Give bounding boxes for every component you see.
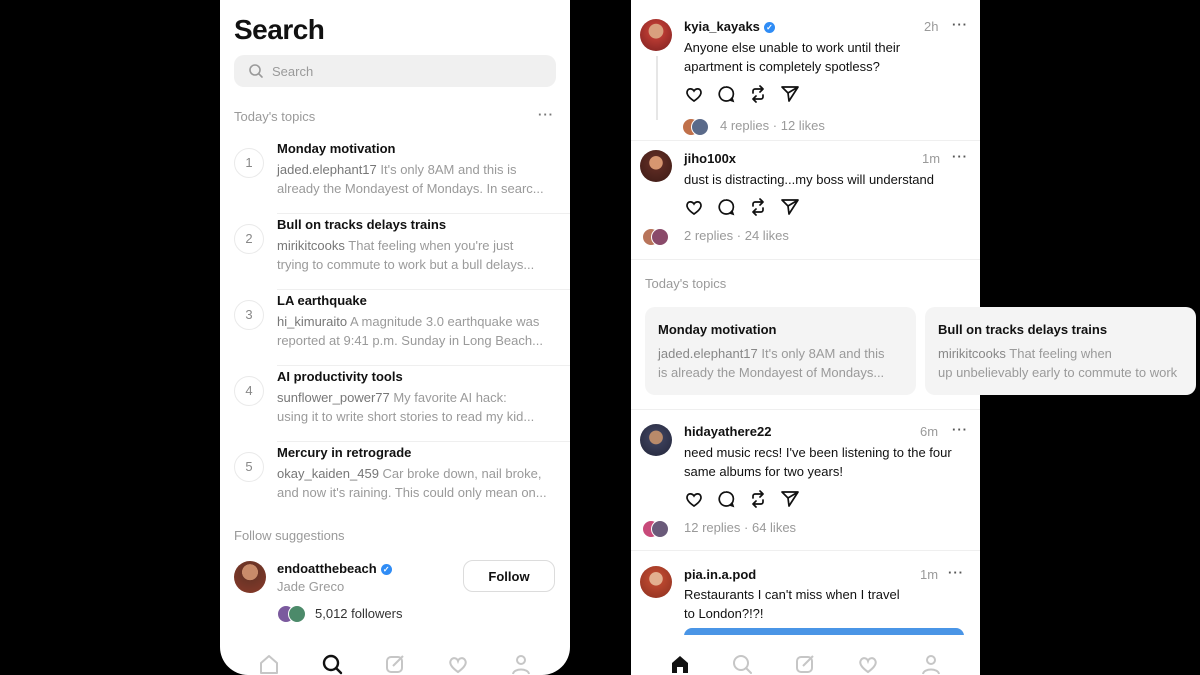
divider bbox=[631, 259, 980, 260]
topic-card[interactable] bbox=[925, 307, 1196, 395]
topic-snippet: mirikitcooks That feeling when up unbelievably early to commute to work bbox=[938, 346, 1178, 380]
replies-count[interactable]: 4 replies bbox=[720, 118, 770, 133]
search-icon[interactable] bbox=[321, 653, 343, 675]
post-username[interactable]: jiho100x bbox=[684, 151, 737, 166]
repost-icon[interactable] bbox=[748, 84, 768, 104]
topic-rank: 5 bbox=[234, 452, 264, 482]
more-options-button[interactable]: ··· bbox=[952, 149, 968, 164]
topic-author[interactable]: mirikitcooks bbox=[277, 238, 345, 253]
topic-author[interactable]: sunflower_power77 bbox=[277, 390, 390, 405]
topic-item[interactable] bbox=[220, 138, 570, 214]
follower-avatars bbox=[277, 605, 305, 623]
topic-snippet: sunflower_power77 My favorite AI hack: using it to write short stories to read my kid... bbox=[277, 390, 535, 424]
likes-count[interactable]: 12 likes bbox=[780, 118, 825, 133]
topic-title: Monday motivation bbox=[658, 322, 777, 337]
suggested-username[interactable]: endoatthebeach ✓ bbox=[277, 561, 392, 576]
replies-count[interactable]: 12 replies bbox=[684, 520, 741, 535]
comment-icon[interactable] bbox=[716, 84, 736, 104]
post-username[interactable]: hidayathere22 bbox=[684, 424, 772, 439]
search-screen bbox=[220, 0, 570, 675]
topic-rank: 2 bbox=[234, 224, 264, 254]
home-icon[interactable] bbox=[258, 653, 280, 675]
topic-title: LA earthquake bbox=[277, 293, 367, 308]
topic-snippet: mirikitcooks That feeling when you're just trying to commute to work but a bull delays... bbox=[277, 238, 535, 272]
avatar[interactable] bbox=[640, 19, 672, 51]
topic-rank: 4 bbox=[234, 376, 264, 406]
reply-avatars bbox=[642, 520, 670, 538]
topic-snippet: okay_kaiden_459 Car broke down, nail broke, and now it's raining. This could only mean on... bbox=[277, 466, 547, 500]
compose-icon[interactable] bbox=[384, 653, 406, 675]
todays-topics-label: Today's topics bbox=[234, 109, 316, 124]
post-time: 1m bbox=[920, 567, 939, 582]
topic-title: Monday motivation bbox=[277, 141, 396, 156]
repost-icon[interactable] bbox=[748, 197, 768, 217]
search-placeholder: Search bbox=[272, 64, 314, 79]
comment-icon[interactable] bbox=[716, 197, 736, 217]
verified-badge-icon: ✓ bbox=[381, 564, 392, 575]
topic-rank: 3 bbox=[234, 300, 264, 330]
post-stats: 12 replies · 64 likes bbox=[684, 520, 797, 535]
post-stats: 2 replies · 24 likes bbox=[684, 228, 789, 243]
follow-suggestions-label: Follow suggestions bbox=[234, 528, 345, 543]
bottom-nav bbox=[220, 635, 570, 675]
post-text: Anyone else unable to work until their apartment is completely spotless? bbox=[684, 40, 901, 74]
repost-icon[interactable] bbox=[748, 489, 768, 509]
avatar[interactable] bbox=[640, 424, 672, 456]
topic-title: Bull on tracks delays trains bbox=[938, 322, 1108, 337]
post[interactable] bbox=[631, 0, 980, 140]
comment-icon[interactable] bbox=[716, 489, 736, 509]
post-time: 2h bbox=[924, 19, 939, 34]
more-options-button[interactable]: ··· bbox=[952, 422, 968, 437]
topic-author[interactable]: jaded.elephant17 bbox=[277, 162, 377, 177]
avatar[interactable] bbox=[234, 561, 266, 593]
page-title: Search bbox=[234, 14, 325, 45]
suggested-display-name: Jade Greco bbox=[277, 579, 345, 594]
profile-icon[interactable] bbox=[510, 653, 532, 675]
share-icon[interactable] bbox=[780, 489, 800, 509]
topic-item[interactable] bbox=[220, 290, 570, 366]
more-options-button[interactable]: ··· bbox=[948, 565, 964, 580]
topic-title: Mercury in retrograde bbox=[277, 445, 412, 460]
topic-item[interactable] bbox=[220, 366, 570, 442]
avatar[interactable] bbox=[640, 150, 672, 182]
heart-icon[interactable] bbox=[684, 84, 704, 104]
topic-snippet: hi_kimuraito A magnitude 3.0 earthquake was reported at 9:41 p.m. Sunday in Long Beach... bbox=[277, 314, 543, 348]
heart-icon[interactable] bbox=[684, 489, 704, 509]
topic-card[interactable] bbox=[645, 307, 916, 395]
topic-snippet: jaded.elephant17 It's only 8AM and this is already the Mondayest of Mondays... bbox=[658, 346, 885, 380]
topic-rank: 1 bbox=[234, 148, 264, 178]
topic-title: AI productivity tools bbox=[277, 369, 403, 384]
home-icon[interactable] bbox=[669, 653, 691, 675]
post-text: dust is distracting...my boss will understand bbox=[684, 172, 934, 187]
heart-icon[interactable] bbox=[447, 653, 469, 675]
post-username[interactable]: kyia_kayaks ✓ bbox=[684, 19, 775, 34]
reply-avatars bbox=[642, 228, 670, 246]
likes-count[interactable]: 24 likes bbox=[744, 228, 789, 243]
topic-item[interactable] bbox=[220, 442, 570, 518]
heart-icon[interactable] bbox=[684, 197, 704, 217]
search-input[interactable] bbox=[234, 55, 556, 87]
heart-icon[interactable] bbox=[857, 653, 879, 675]
topic-author[interactable]: hi_kimuraito bbox=[277, 314, 348, 329]
post[interactable] bbox=[631, 141, 980, 259]
bottom-nav bbox=[631, 635, 980, 675]
todays-topics-label: Today's topics bbox=[645, 276, 727, 291]
post-time: 6m bbox=[920, 424, 939, 439]
post-time: 1m bbox=[922, 151, 941, 166]
post-username[interactable]: pia.in.a.pod bbox=[684, 567, 757, 582]
post[interactable] bbox=[631, 410, 980, 550]
thread-line bbox=[656, 56, 658, 120]
post-stats: 4 replies · 12 likes bbox=[720, 118, 825, 133]
follow-button[interactable]: Follow bbox=[463, 560, 555, 592]
feed-screen bbox=[631, 0, 1178, 675]
search-icon[interactable] bbox=[731, 653, 753, 675]
reply-avatars bbox=[682, 118, 710, 136]
topic-author[interactable]: okay_kaiden_459 bbox=[277, 466, 379, 481]
verified-badge-icon: ✓ bbox=[764, 22, 775, 33]
replies-count[interactable]: 2 replies bbox=[684, 228, 734, 243]
avatar[interactable] bbox=[640, 566, 672, 598]
post-text: Restaurants I can't miss when I travel to London?!?! bbox=[684, 587, 900, 621]
post-text: need music recs! I've been listening to the four same albums for two years! bbox=[684, 445, 952, 479]
share-icon[interactable] bbox=[780, 84, 800, 104]
search-icon bbox=[248, 63, 264, 79]
followers-count: 5,012 followers bbox=[315, 606, 403, 621]
more-options-button[interactable]: ··· bbox=[952, 17, 968, 32]
topic-title: Bull on tracks delays trains bbox=[277, 217, 447, 232]
compose-icon[interactable] bbox=[794, 653, 816, 675]
profile-icon[interactable] bbox=[920, 653, 942, 675]
likes-count[interactable]: 64 likes bbox=[751, 520, 797, 535]
share-icon[interactable] bbox=[780, 197, 800, 217]
topic-snippet: jaded.elephant17 It's only 8AM and this is already the Mondayest of Mondays. In searc... bbox=[277, 162, 544, 196]
topics-more-button[interactable]: ··· bbox=[538, 107, 554, 122]
topic-item[interactable] bbox=[220, 214, 570, 290]
